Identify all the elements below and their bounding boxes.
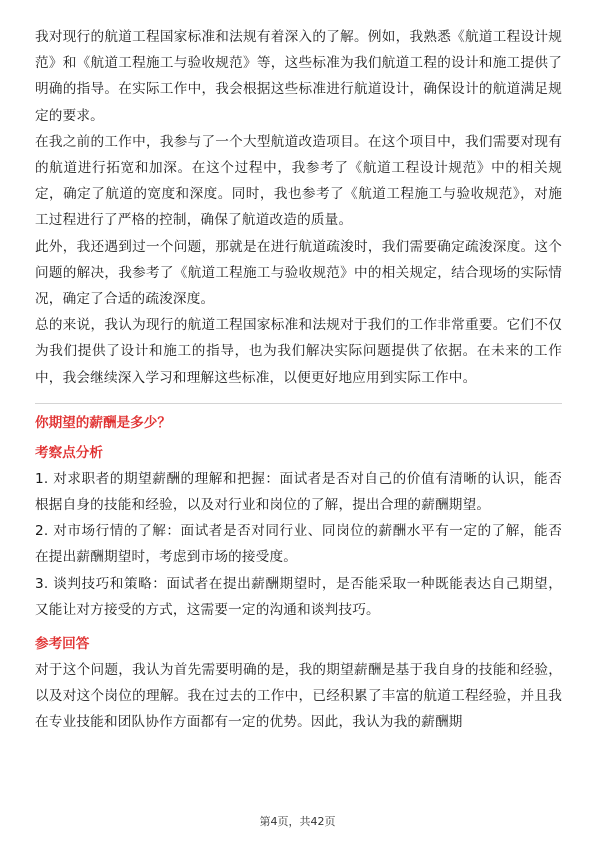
- body-paragraph: 此外，我还遇到过一个问题，那就是在进行航道疏浚时，我们需要确定疏浚深度。这个问题的解决，我参考了《航道工程施工与验收规范》中的相关规定，结合现场的实际情况，确定了合适的疏浚深度。: [35, 238, 562, 308]
- analysis-heading: 考察点分析: [35, 444, 103, 461]
- question-heading: 你期望的薪酬是多少？: [35, 414, 171, 431]
- body-paragraph: 我对现行的航道工程国家标准和法规有着深入的了解。例如，我熟悉《航道工程设计规范》和《航道工程施工与验收规范》等，这些标准为我们航道工程的设计和施工提供了明确的指导。在实际工作中，我会根据这些标准进行航道设计，确保设计的航道满足规定的要求。: [35, 29, 562, 124]
- answer-paragraph: 对于这个问题，我认为首先需要明确的是，我的期望薪酬是基于我自身的技能和经验，以及对这个岗位的理解。我在过去的工作中，已经积累了丰富的航道工程经验，并且我在专业技能和团队协作方面都有一定的优势。因此，我认为我的薪酬期: [35, 662, 562, 731]
- analysis-item: 2. 对市场行情的了解：面试者是否对同行业、同岗位的薪酬水平有一定的了解，能否在提出薪酬期望时，考虑到市场的接受度。: [35, 523, 562, 566]
- body-paragraph: 总的来说，我认为现行的航道工程国家标准和法规对于我们的工作非常重要。它们不仅为我们提供了设计和施工的指导，也为我们解决实际问题提供了依据。在未来的工作中，我会继续深入学习和理解这些标准，以便更好地应用到实际工作中。: [35, 317, 562, 386]
- answer-heading: 参考回答: [35, 636, 90, 653]
- analysis-item: 3. 谈判技巧和策略：面试者在提出薪酬期望时，是否能采取一种既能表达自己期望，又能让对方接受的方式，这需要一定的沟通和谈判技巧。: [35, 575, 562, 618]
- body-paragraph: 在我之前的工作中，我参与了一个大型航道改造项目。在这个项目中，我们需要对现有的航道进行拓宽和加深。在这个过程中，我参考了《航道工程设计规范》中的相关规定，确定了航道的宽度和深度。同时，我也参考了《航道工程施工与验收规范》，对施工过程进行了严格的控制，确保了航道改造的质量。: [35, 133, 562, 229]
- analysis-item: 1. 对求职者的期望薪酬的理解和把握：面试者是否对自己的价值有清晰的认识，能否根据自身的技能和经验，以及对行业和岗位的了解，提出合理的薪酬期望。: [35, 470, 562, 514]
- page-footer: 第4页，共42页: [259, 815, 336, 828]
- document-page: [35, 24, 562, 736]
- section-divider: [35, 403, 562, 404]
